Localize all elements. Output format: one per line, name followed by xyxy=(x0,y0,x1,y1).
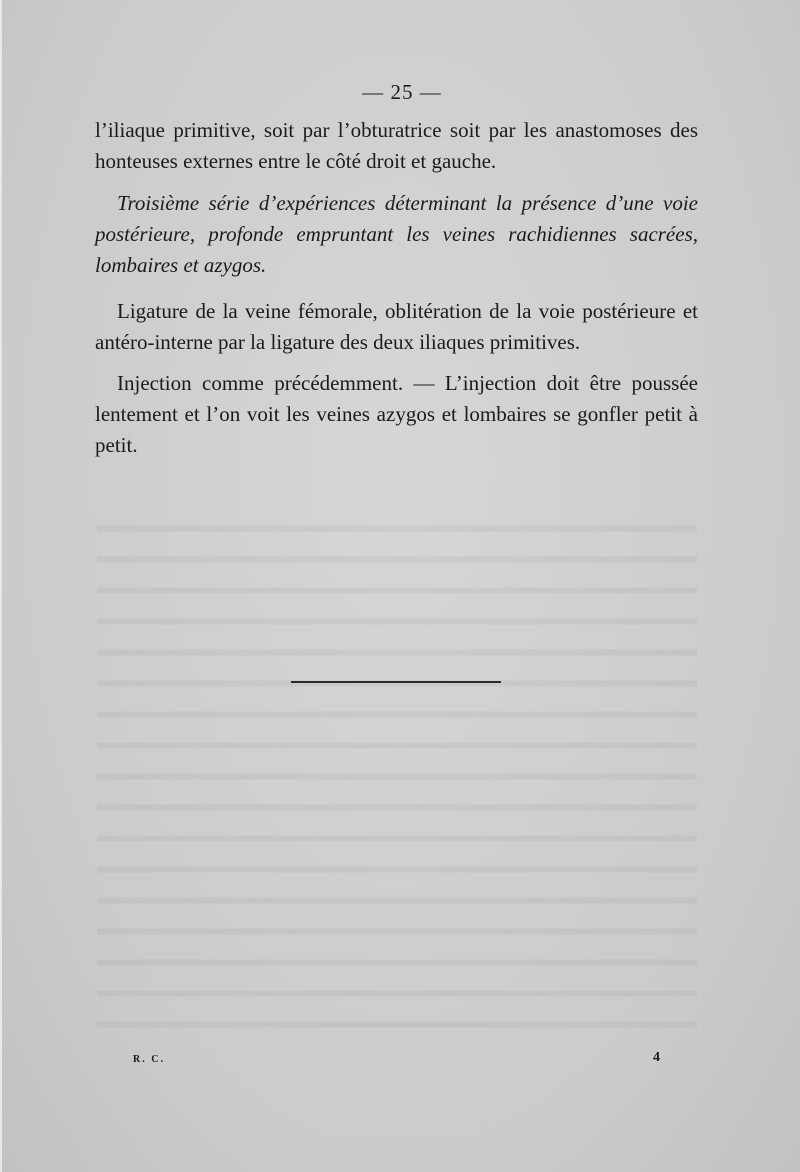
paragraph-ligature xyxy=(95,296,698,358)
section-heading-italic xyxy=(95,188,698,281)
paragraph-text: Ligature de la veine fémorale, oblitération de la voie postérieure et antéro-interne par la ligature des deux iliaques primitives. xyxy=(95,299,698,354)
paragraph-injection xyxy=(95,368,698,461)
page-number: — 25 — xyxy=(362,80,442,104)
section-heading-text: Troisième série d’expériences déterminant la présence d’une voie postérieure, profonde empruntant les veines rachidiennes sacrées, lombaires et azygos. xyxy=(95,191,698,277)
footer-sheet-mark: 4 xyxy=(653,1050,660,1065)
footer-signature: R. C. xyxy=(133,1054,165,1065)
paragraph-text: l’iliaque primitive, soit par l’obturatrice soit par les anastomoses des honteuses externes entre le côté droit et gauche. xyxy=(95,118,698,173)
paragraph-text: Injection comme précédemment. — L’injection doit être poussée lentement et l’on voit les veines azygos et lombaires se gonfler petit à petit. xyxy=(95,371,698,457)
paragraph-continuation xyxy=(95,115,698,177)
section-divider-rule xyxy=(291,681,501,683)
reverse-side-bleed-through xyxy=(97,505,697,1035)
